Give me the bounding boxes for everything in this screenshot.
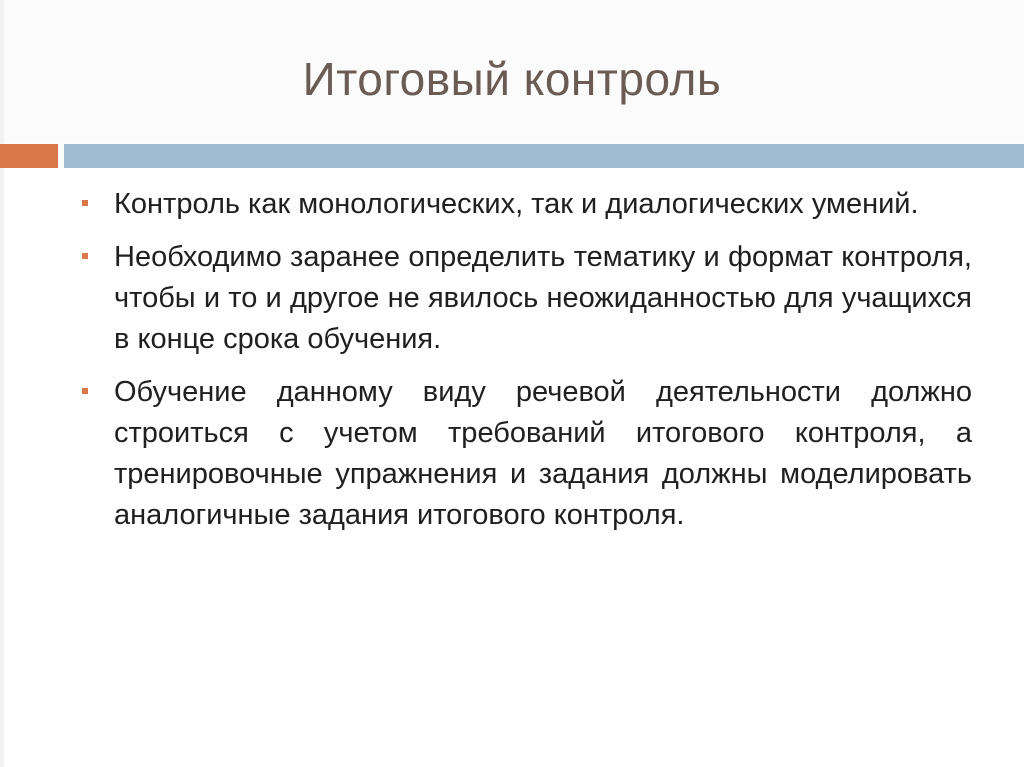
bullet-list	[80, 184, 972, 548]
bullet-text: Необходимо заранее определить тематику и формат контроля, чтобы и то и другое не явилось неожиданностью для учащихся в конце срока обучения.	[114, 241, 972, 355]
bullet-item	[80, 237, 972, 360]
bullet-item	[80, 372, 972, 536]
slide-title: Итоговый контроль	[302, 53, 722, 105]
bullet-item	[80, 184, 972, 225]
square-bullet-icon	[82, 388, 88, 394]
bullet-text: Обучение данному виду речевой деятельности должно строиться с учетом требований итогового контроля, а тренировочные упражнения и задания должны моделировать аналогичные задания итогового контроля.	[114, 376, 972, 531]
square-bullet-icon	[82, 200, 88, 206]
accent-bar-blue	[64, 144, 1024, 168]
accent-bar-orange	[0, 144, 58, 168]
square-bullet-icon	[82, 253, 88, 259]
bullet-text: Контроль как монологических, так и диалогических умений.	[114, 188, 919, 220]
